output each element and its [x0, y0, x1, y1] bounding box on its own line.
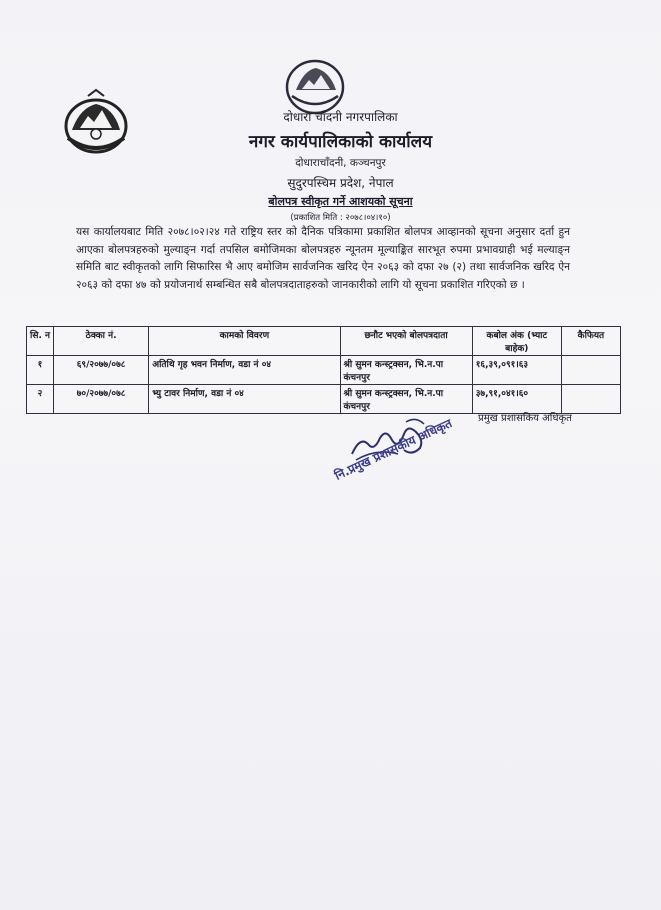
col-header-bid-amount: कबोल अंक (भ्याट बाहेक)	[472, 327, 561, 356]
municipality-name: दोधारा चाँदनी नगरपालिका	[283, 110, 398, 124]
cell-bidder: श्री सुमन कन्स्ट्रक्सन, भि.न.पा कंचनपुर	[340, 385, 472, 414]
signatory-title: प्रमुख प्रशासकिय अधिकृत	[478, 413, 572, 424]
cell-work: अतिथि गृह भवन निर्माण, वडा नं ०४	[149, 356, 340, 385]
notice-title: बोलपत्र स्वीकृत गर्ने आशयको सूचना	[268, 195, 413, 208]
tender-table	[26, 326, 621, 414]
table-header-row	[27, 327, 621, 356]
notice-body: यस कार्यालयबाट मिति २०७८।०२।२४ गते राष्ट्रिय स्तर को दैनिक पत्रिकामा प्रकाशित बोलपत्र आव्हानको सूचना अनुसार दर्ता हुन आएका बोलपत्रहरुको मुल्याङ्न गर्दा तपसिल बमोजिमका बोलपत्रहरु न्यूनतम मूल्याङ्कित सारभूत रुपमा प्रभावग्राही भई मल्याङ्न समिति बाट स्वीकृतको लागि सिफारिस भै आए बमोजिम सार्वजनिक खरिद ऐन २०६३ को दफा २७ (२) तथा सार्वजनिक खरिद ऐन २०६३ को दफा ४७ को प्रयोजनार्थ सम्बन्धित सबै बोलपत्रदाताहरुको जानकारीको लागि यो सूचना प्रकाशित गरिएको छ ।	[76, 226, 570, 291]
col-header-sn: सि. न	[27, 327, 54, 356]
cell-bid-amount: ३७,९१,०४१।६०	[472, 385, 561, 414]
publish-date: (प्रकाशित मिति : २०७८।०४।१०)	[290, 213, 391, 223]
cell-contract-no: ६९/२०७७/०७८	[54, 356, 149, 385]
table-row	[27, 356, 621, 385]
cell-remarks	[561, 356, 620, 385]
col-header-work: कामको विवरण	[149, 327, 340, 356]
office-address: दोधाराचाँदनी, कञ्चनपुर	[295, 157, 386, 169]
col-header-contract-no: ठेक्का नं.	[54, 327, 149, 356]
col-header-bidder: छनौट भएको बोलपत्रदाता	[340, 327, 472, 356]
province-name: सुदुरपस्चिम प्रदेश, नेपाल	[287, 176, 394, 190]
cell-sn: १	[27, 356, 54, 385]
cell-work: भ्यु टावर निर्माण, वडा नं ०४	[149, 385, 340, 414]
cell-bid-amount: १६,३९,०९१।६३	[472, 356, 561, 385]
cell-bidder: श्री सुमन कन्स्ट्रक्सन, भि.न.पा कंचनपुर	[340, 356, 472, 385]
cell-sn: २	[27, 385, 54, 414]
col-header-remarks: कैफियत	[561, 327, 620, 356]
official-stamp-label: नि.प्रमुख प्रशासकीय अधिकृत	[332, 416, 455, 483]
office-name: नगर कार्यपालिकाको कार्यालय	[248, 132, 433, 152]
cell-contract-no: ७०/२०७७/०७८	[54, 385, 149, 414]
